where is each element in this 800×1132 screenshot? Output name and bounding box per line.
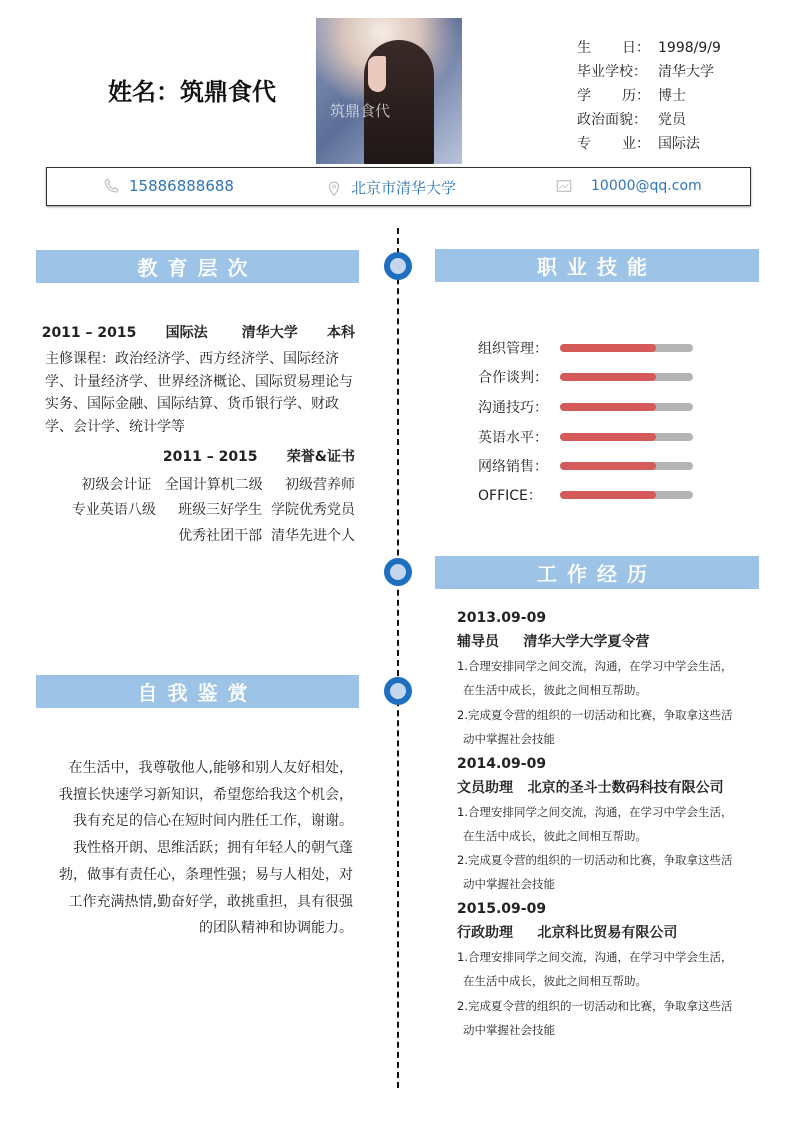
skill-row <box>478 338 693 358</box>
skill-bar <box>560 433 693 441</box>
skill-row <box>478 367 693 387</box>
info-row <box>577 36 721 60</box>
self-line: 勃，做事有责任心，条理性强；易与人相处，对 <box>59 866 353 883</box>
self-evaluation <box>30 755 353 942</box>
info-value: 清华大学 <box>658 64 714 80</box>
resume-name: 姓名：筑鼎食代 <box>108 78 276 106</box>
skill-bar-fill <box>560 433 656 441</box>
section-header-skills: 职业技能 <box>435 249 759 282</box>
self-line: 在生活中，我尊敬他人,能够和别人友好相处， <box>68 760 353 776</box>
work-description-line: 动中掌握社会技能 <box>463 877 555 892</box>
work-title: 行政助理 北京科比贸易有限公司 <box>457 925 678 941</box>
work-title: 文员助理 北京的圣斗士数码科技有限公司 <box>457 779 724 796</box>
work-description-line: 1.合理安排同学之间交流，沟通，在学习中学会生活， <box>457 804 733 819</box>
info-value: 党员 <box>658 112 686 128</box>
info-label-part: 业： <box>622 136 650 152</box>
info-label <box>577 108 658 132</box>
info-label-part: 学 <box>577 88 591 104</box>
profile-photo <box>316 18 462 164</box>
info-label <box>577 84 658 108</box>
work-description-line: 动中掌握社会技能 <box>463 1022 555 1037</box>
info-value: 国际法 <box>658 136 700 152</box>
skill-bar <box>560 491 693 499</box>
work-description-line: 在生活中成长，彼此之间相互帮助。 <box>463 974 647 989</box>
work-description-line: 动中掌握社会技能 <box>463 731 555 746</box>
email-address: 10000@qq.com <box>591 178 702 194</box>
work-date: 2014.09-09 <box>457 755 547 772</box>
skill-label: 英语水平： <box>478 430 548 446</box>
skill-label: OFFICE： <box>478 488 542 504</box>
skill-row <box>478 485 693 505</box>
work-entry <box>457 606 757 751</box>
info-label-part: 日： <box>622 40 650 56</box>
skill-bar-fill <box>560 462 656 470</box>
phone-icon <box>103 177 121 195</box>
work-description-line: 在生活中成长，彼此之间相互帮助。 <box>463 828 647 843</box>
phone-number: 15886888688 <box>129 177 234 195</box>
photo-watermark: 筑鼎食代 <box>330 102 391 120</box>
timeline-line <box>397 228 399 1088</box>
work-description-line: 1.合理安排同学之间交流，沟通，在学习中学会生活， <box>457 659 733 673</box>
self-line: 我擅长快速学习新知识，希望您给我这个机会， <box>59 786 353 803</box>
info-label-part: 毕业学校： <box>577 64 647 80</box>
skill-bar-fill <box>560 344 656 352</box>
self-line: 工作充满热情,勤奋好学，敢挑重担，具有很强 <box>68 893 353 910</box>
address-text: 北京市清华大学 <box>351 179 457 197</box>
certificate-row: 优秀社团干部 清华先进个人 <box>178 528 355 544</box>
timeline-dot <box>384 558 412 586</box>
education-courses: 主修课程：政治经济学、西方经济学、国际经济学、计量经济学、世界经济概论、国际贸易理论与实务、国际金融、国际结算、货币银行学、财政学、会计学、统计学等 <box>45 351 353 435</box>
self-line: 我有充足的信心在短时间内胜任工作，谢谢。 <box>73 813 353 830</box>
info-row <box>577 132 721 156</box>
self-line: 我性格开朗、思维活跃；拥有年轻人的朝气蓬 <box>73 840 353 857</box>
info-row <box>577 60 721 84</box>
info-label-part: 专 <box>577 136 591 152</box>
info-row <box>577 108 721 132</box>
location-pin-icon <box>325 179 343 197</box>
contact-address <box>325 177 456 198</box>
info-row <box>577 84 721 108</box>
timeline-dot <box>384 252 412 280</box>
timeline-dot <box>384 677 412 705</box>
skill-label: 沟通技巧： <box>478 400 548 416</box>
certificate-row: 专业英语八级 班级三好学生 学院优秀党员 <box>71 502 355 518</box>
info-label-part: 生 <box>577 40 591 56</box>
skill-label: 合作谈判： <box>478 370 548 386</box>
work-entry <box>457 752 757 897</box>
skill-bar <box>560 344 693 352</box>
info-value: 博士 <box>658 88 686 104</box>
skill-bar-fill <box>560 491 656 499</box>
personal-info <box>577 36 721 156</box>
skill-bar-fill <box>560 373 656 381</box>
contact-email <box>555 177 702 195</box>
info-label <box>577 36 658 60</box>
work-entry <box>457 897 757 1042</box>
honors-heading: 2011 – 2015 荣誉&证书 <box>162 449 355 465</box>
skill-label: 网络销售： <box>478 459 548 475</box>
skill-row <box>478 456 693 476</box>
skill-row <box>478 397 693 417</box>
email-icon <box>555 177 573 195</box>
section-header-self: 自我鉴赏 <box>36 675 359 708</box>
section-header-education: 教育层次 <box>36 250 359 283</box>
info-label <box>577 60 658 84</box>
work-date: 2015.09-09 <box>457 901 547 917</box>
education-heading: 2011 – 2015 国际法 清华大学 本科 <box>41 325 355 341</box>
work-description-line: 2.完成夏令营的组织的一切活动和比赛，争取拿这些活 <box>457 998 733 1013</box>
skill-bar-fill <box>560 403 656 411</box>
work-title: 辅导员 清华大学大学夏令营 <box>457 634 650 650</box>
skill-label: 组织管理： <box>478 341 548 357</box>
self-line: 的团队精神和协调能力。 <box>199 920 353 937</box>
work-date: 2013.09-09 <box>457 610 547 626</box>
work-description-line: 在生活中成长，彼此之间相互帮助。 <box>463 683 647 698</box>
certificate-row: 初级会计证 全国计算机二级 初级营养师 <box>81 477 355 493</box>
skill-row <box>478 427 693 447</box>
skill-bar <box>560 373 693 381</box>
info-label-part: 政治面貌： <box>577 112 647 128</box>
contact-bar <box>46 167 751 206</box>
work-description-line: 2.完成夏令营的组织的一切活动和比赛，争取拿这些活 <box>457 707 733 722</box>
section-header-work: 工作经历 <box>435 556 759 589</box>
info-label <box>577 132 658 156</box>
work-description-line: 2.完成夏令营的组织的一切活动和比赛，争取拿这些活 <box>457 853 733 868</box>
info-value: 1998/9/9 <box>658 40 721 56</box>
contact-phone <box>103 177 234 195</box>
work-description-line: 1.合理安排同学之间交流，沟通，在学习中学会生活， <box>457 950 733 964</box>
skill-bar <box>560 403 693 411</box>
photo-face-shape <box>368 56 386 92</box>
info-label-part: 历： <box>622 88 650 104</box>
skill-bar <box>560 462 693 470</box>
